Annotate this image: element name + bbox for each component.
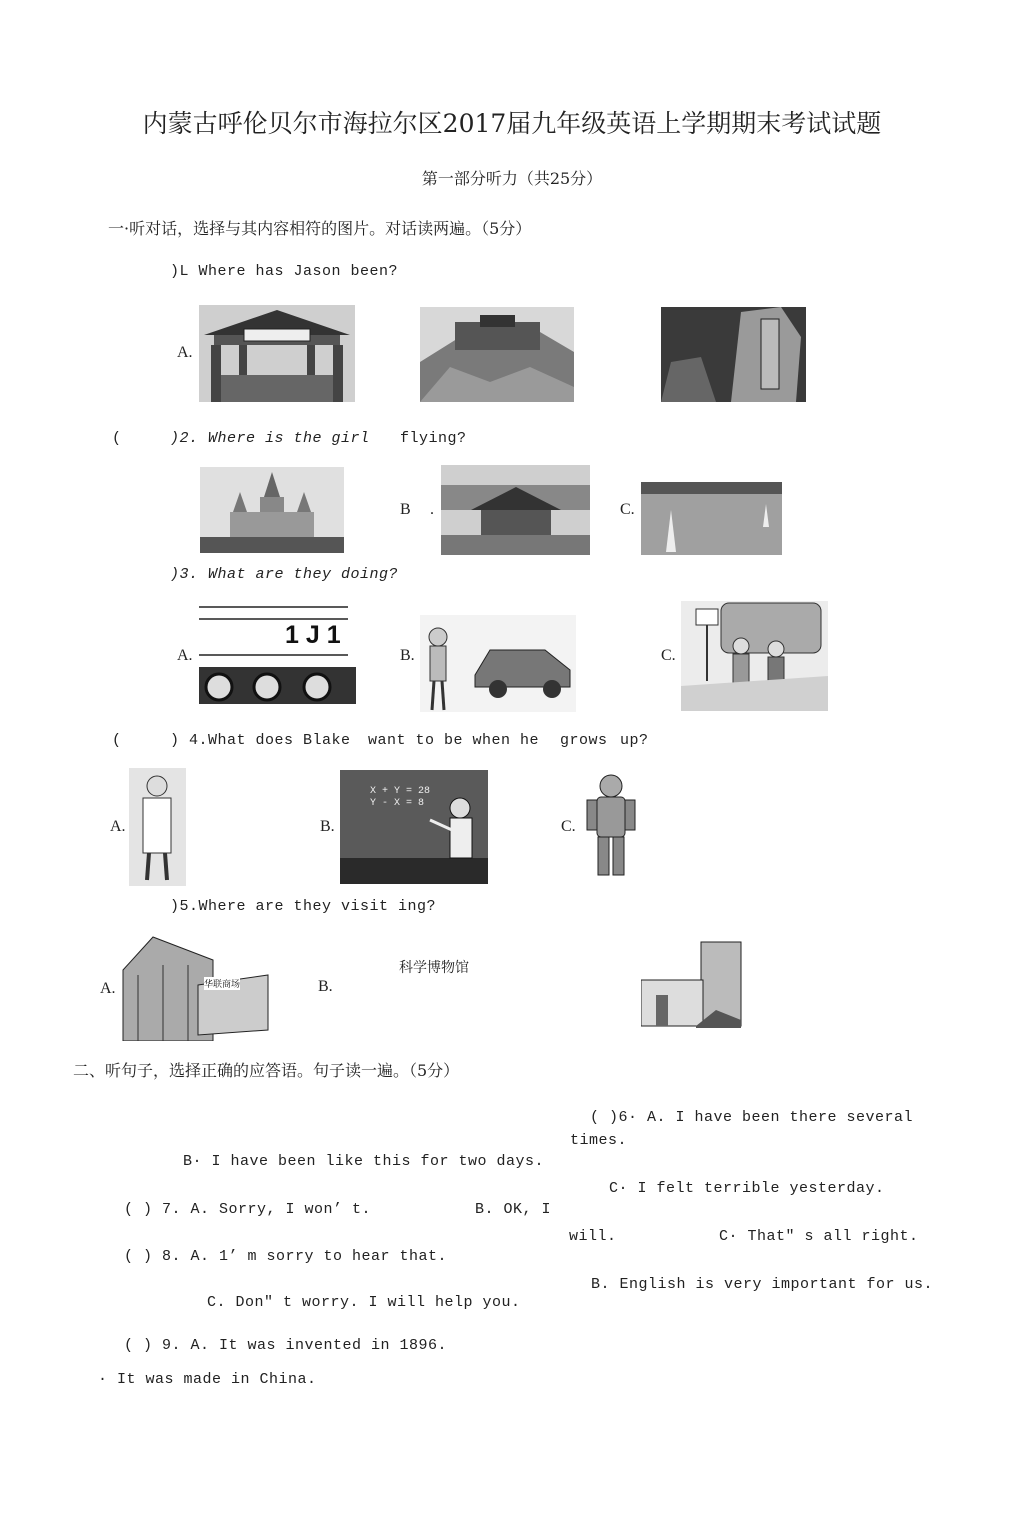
- shop-sign: 华联商场: [204, 977, 240, 990]
- board-line-1: X + Y = 28: [370, 786, 431, 797]
- temple-gate-image: [199, 305, 355, 402]
- palace-on-hill-image: [420, 307, 574, 402]
- q5-option-a: A.: [100, 980, 116, 997]
- q3-option-a: A.: [177, 647, 193, 664]
- q8-option-b: B. English is very important for us.: [591, 1276, 934, 1293]
- q7-option-a: ( ) 7. A. Sorry, I won’ t.: [124, 1201, 372, 1218]
- q4-text-3: grows: [560, 732, 608, 749]
- train-image: [199, 605, 356, 704]
- q7-option-c: C· That" s all right.: [719, 1228, 919, 1245]
- carved-rock-image: [661, 307, 806, 402]
- q7-will: will.: [569, 1228, 617, 1245]
- building-image: [641, 940, 745, 1028]
- q8-option-c: C. Don" t worry. I will help you.: [207, 1294, 521, 1311]
- q4-paren: (: [112, 732, 122, 749]
- q7-option-b: B. OK, I: [475, 1201, 552, 1218]
- q4-paren-close: ): [170, 732, 180, 749]
- q6-line: ( )6· A. I have been there several: [590, 1109, 914, 1126]
- section1-instruction: 一·听对话，选择与其内容相符的图片。对话读两遍。（5分）: [108, 219, 532, 238]
- q2-option-b-dot: .: [430, 501, 434, 518]
- q4-text: 4.What does Blake: [189, 732, 351, 749]
- astronaut-image: [585, 772, 637, 880]
- q6-option-b: B· I have been like this for two days.: [183, 1153, 545, 1170]
- forbidden-city-image: [441, 465, 590, 555]
- q2-text-2: flying?: [400, 430, 467, 447]
- q2-option-c: C.: [620, 501, 635, 518]
- q9-option-a: ( ) 9. A. It was invented in 1896.: [124, 1337, 448, 1354]
- doctor-image: [129, 768, 186, 886]
- section2-instruction: 二、听句子，选择正确的应答语。句子读一遍。（5分）: [73, 1061, 460, 1080]
- q5-option-b: B.: [318, 978, 333, 995]
- teacher-blackboard-image: [340, 770, 488, 884]
- q4-text-4: up?: [620, 732, 649, 749]
- girl-and-car-image: [420, 615, 576, 712]
- shopping-mall-image: [118, 935, 272, 1041]
- q4-option-a: A.: [110, 818, 126, 835]
- q5-text: )5.Where are they visit ing?: [170, 898, 437, 915]
- page-title: 内蒙古呼伦贝尔市海拉尔区2017届九年级英语上学期期末考试试题: [142, 109, 882, 138]
- train-number: 1 J 1: [285, 621, 341, 649]
- q3-option-b: B.: [400, 647, 415, 664]
- q1-option-a: A.: [177, 344, 193, 361]
- q4-text-2: want to be when he: [368, 732, 540, 749]
- q4-option-b: B.: [320, 818, 335, 835]
- lake-pagoda-image: [641, 482, 782, 555]
- q9-option-b: · It was made in China.: [98, 1371, 317, 1388]
- bus-stop-image: [681, 601, 828, 711]
- q3-option-c: C.: [661, 647, 676, 664]
- board-line-2: Y - X = 8: [370, 798, 425, 809]
- q1-text: )L Where has Jason been?: [170, 263, 399, 280]
- part-heading: 第一部分听力（共25分）: [421, 169, 603, 188]
- museum-label: 科学博物馆: [399, 960, 469, 976]
- q8-option-a: ( ) 8. A. 1’ m sorry to hear that.: [124, 1248, 448, 1265]
- castle-image: [200, 467, 344, 553]
- q4-option-c: C.: [561, 818, 576, 835]
- q2-text: )2. Where is the girl: [170, 430, 370, 447]
- q3-text: )3. What are they doing?: [170, 566, 399, 583]
- q6-option-c: C· I felt terrible yesterday.: [609, 1180, 885, 1197]
- q2-option-b: B: [400, 501, 411, 518]
- q6-times: times.: [570, 1132, 628, 1149]
- q2-paren: (: [112, 430, 122, 447]
